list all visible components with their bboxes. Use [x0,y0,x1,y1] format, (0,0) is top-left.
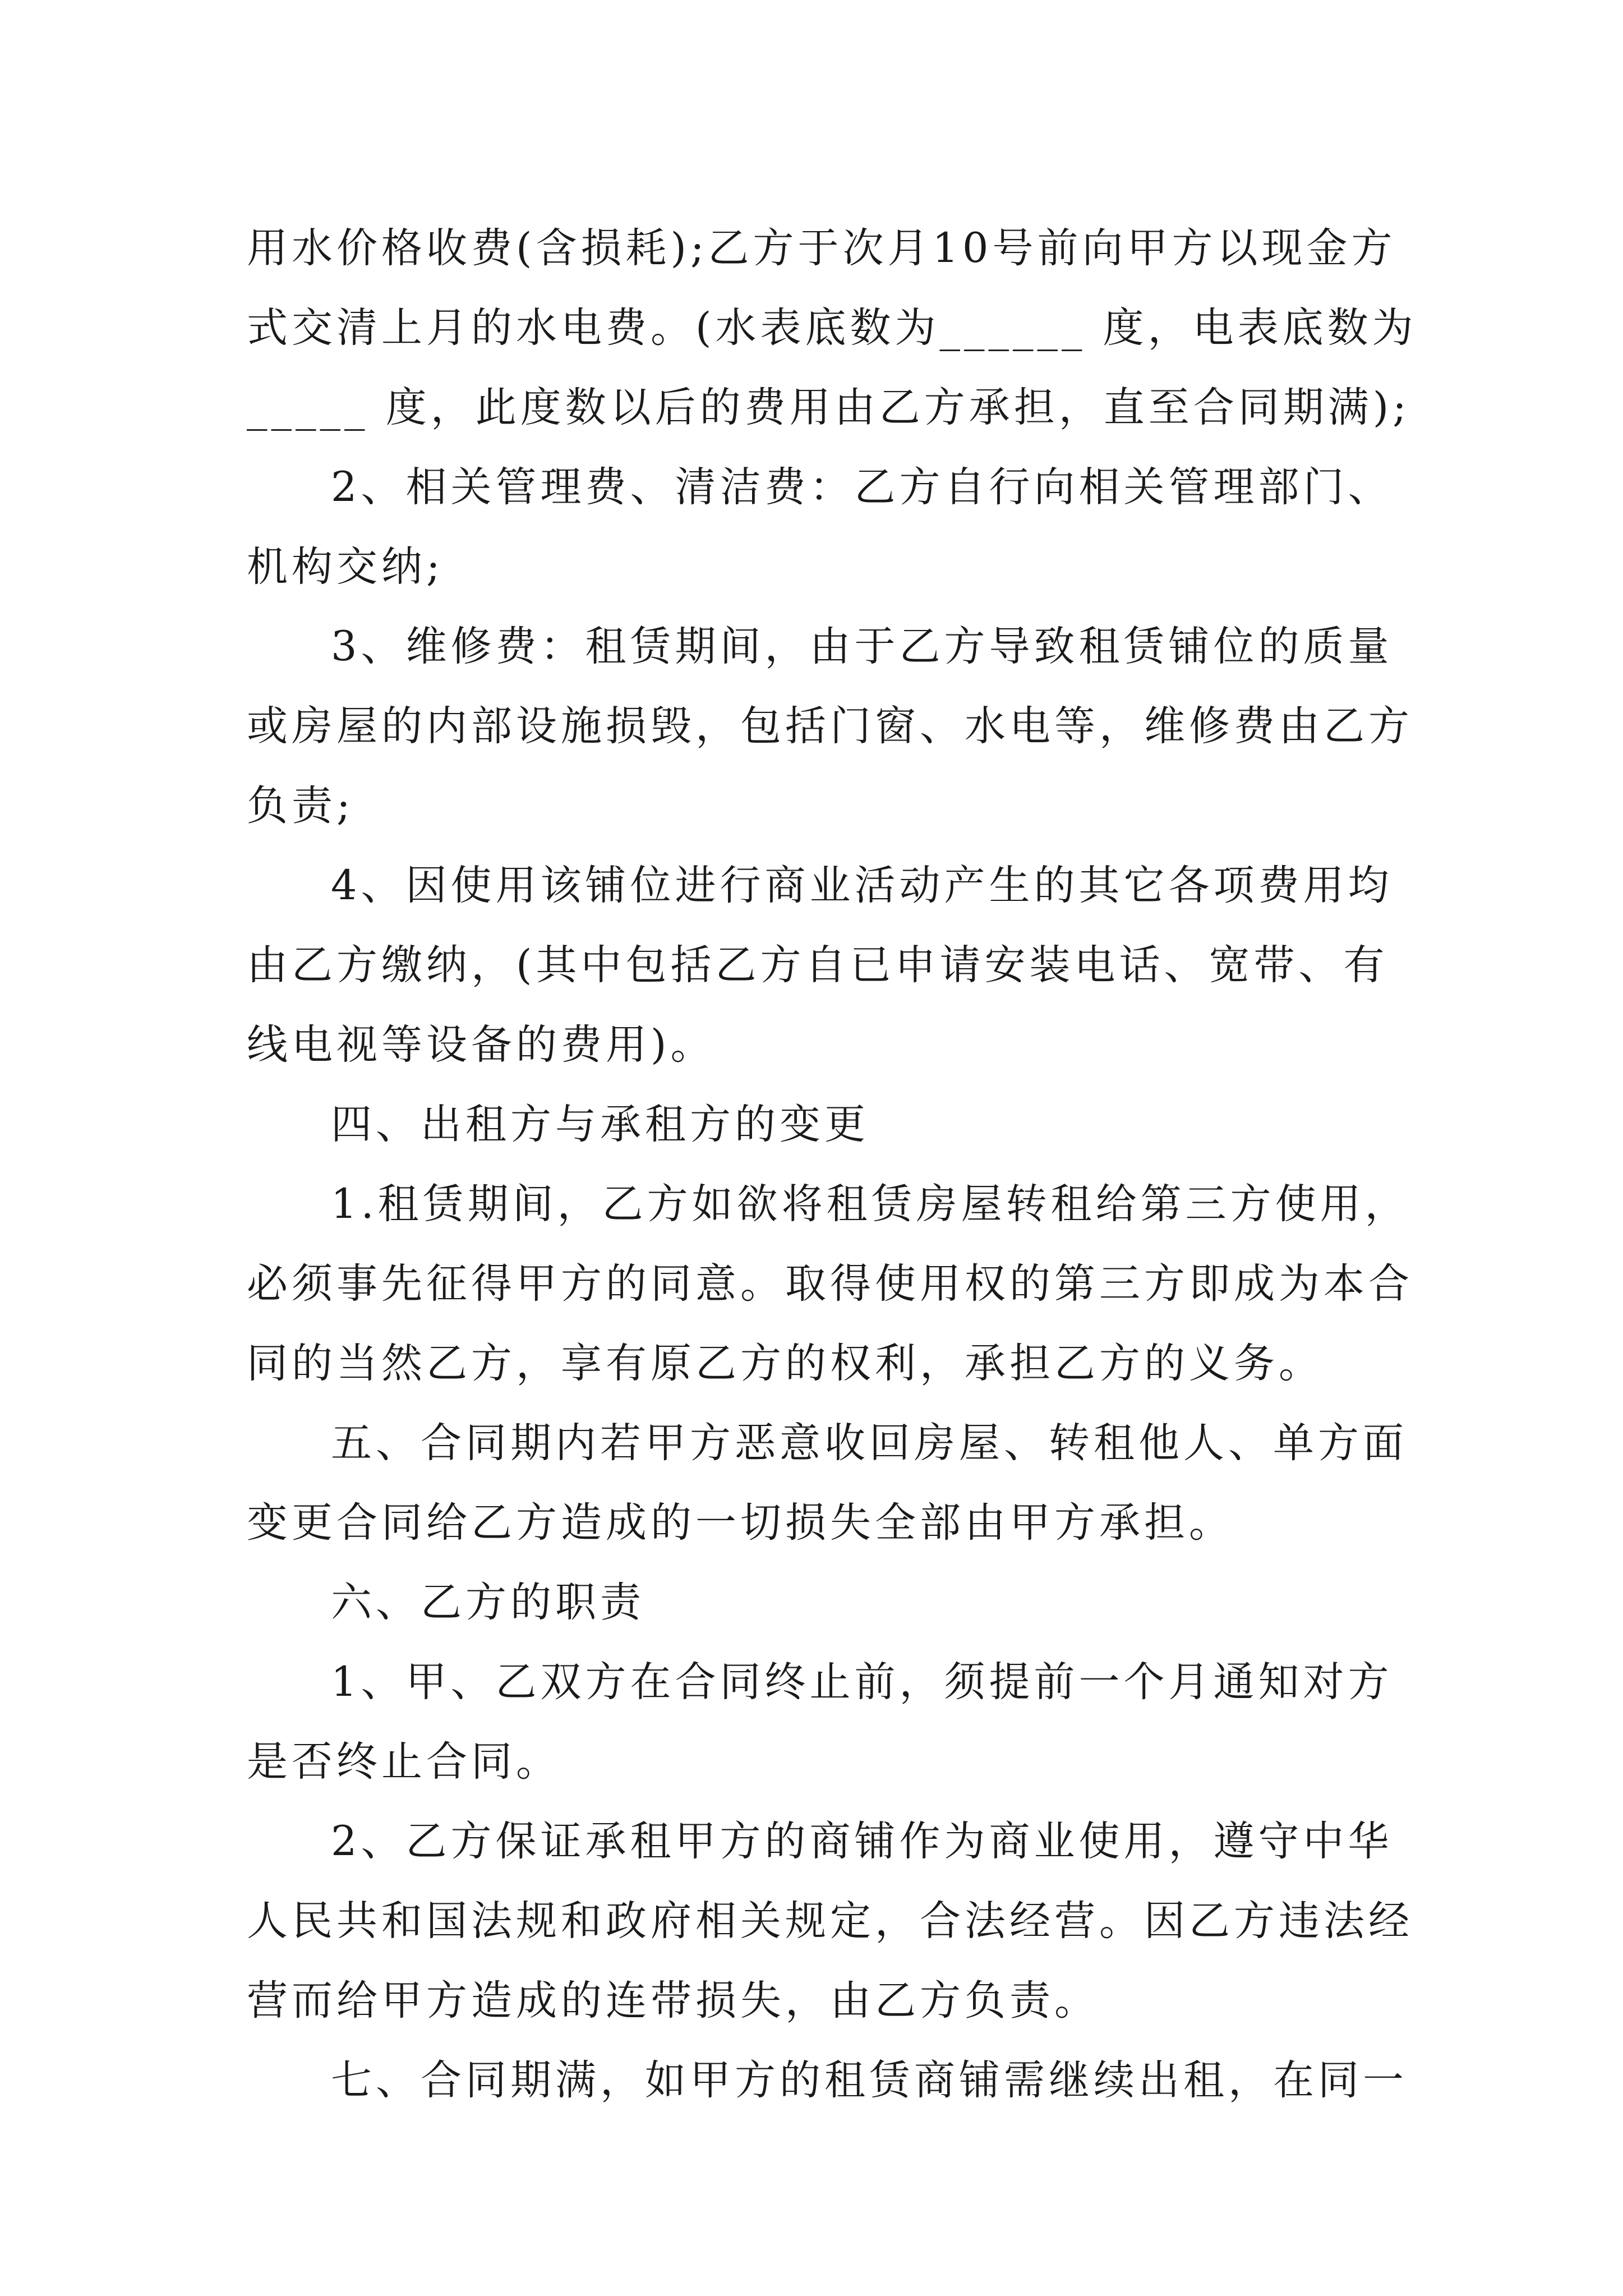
text-line: 4、因使用该铺位进行商业活动产生的其它各项费用均 [331,862,1393,909]
text-line: 六、乙方的职责 [331,1579,645,1626]
text-line: 必须事先征得甲方的同意。取得使用权的第三方即成为本合 [247,1260,1413,1308]
text-line: 线电视等设备的费用)。 [247,1021,716,1069]
text-line: _____ 度，此度数以后的费用由乙方承担，直至合同期满); [247,384,1410,431]
text-line: 2、相关管理费、清洁费：乙方自行向相关管理部门、 [331,463,1393,511]
document-body [247,209,1417,2120]
text-line: 2、乙方保证承租甲方的商铺作为商业使用，遵守中华 [331,1818,1393,1865]
text-line: 机构交纳; [247,543,444,591]
text-line: 同的当然乙方，享有原乙方的权利，承担乙方的义务。 [247,1340,1324,1387]
text-line: 用水价格收费(含损耗);乙方于次月10号前向甲方以现金方 [247,224,1396,272]
text-line: 或房屋的内部设施损毁，包括门窗、水电等，维修费由乙方 [247,702,1413,750]
text-line: 式交清上月的水电费。(水表底数为______ 度，电表底数为 [247,304,1417,352]
text-line: 是否终止合同。 [247,1738,561,1786]
text-line: 3、维修费：租赁期间，由于乙方导致租赁铺位的质量 [331,623,1393,670]
text-line: 1、甲、乙双方在合同终止前，须提前一个月通知对方 [331,1658,1393,1706]
text-line: 四、出租方与承租方的变更 [331,1101,869,1148]
text-line: 七、合同期满，如甲方的租赁商铺需继续出租，在同一 [331,2056,1408,2104]
text-line: 人民共和国法规和政府相关规定，合法经营。因乙方违法经 [247,1897,1413,1945]
text-line: 负责; [247,782,354,830]
text-line: 1.租赁期间，乙方如欲将租赁房屋转租给第三方使用， [331,1180,1410,1228]
text-line: 营而给甲方造成的连带损失，由乙方负责。 [247,1977,1099,2024]
text-line: 变更合同给乙方造成的一切损失全部由甲方承担。 [247,1499,1234,1547]
text-line: 五、合同期内若甲方恶意收回房屋、转租他人、单方面 [331,1419,1408,1467]
text-line: 由乙方缴纳，(其中包括乙方自已申请安装电话、宽带、有 [247,941,1389,989]
